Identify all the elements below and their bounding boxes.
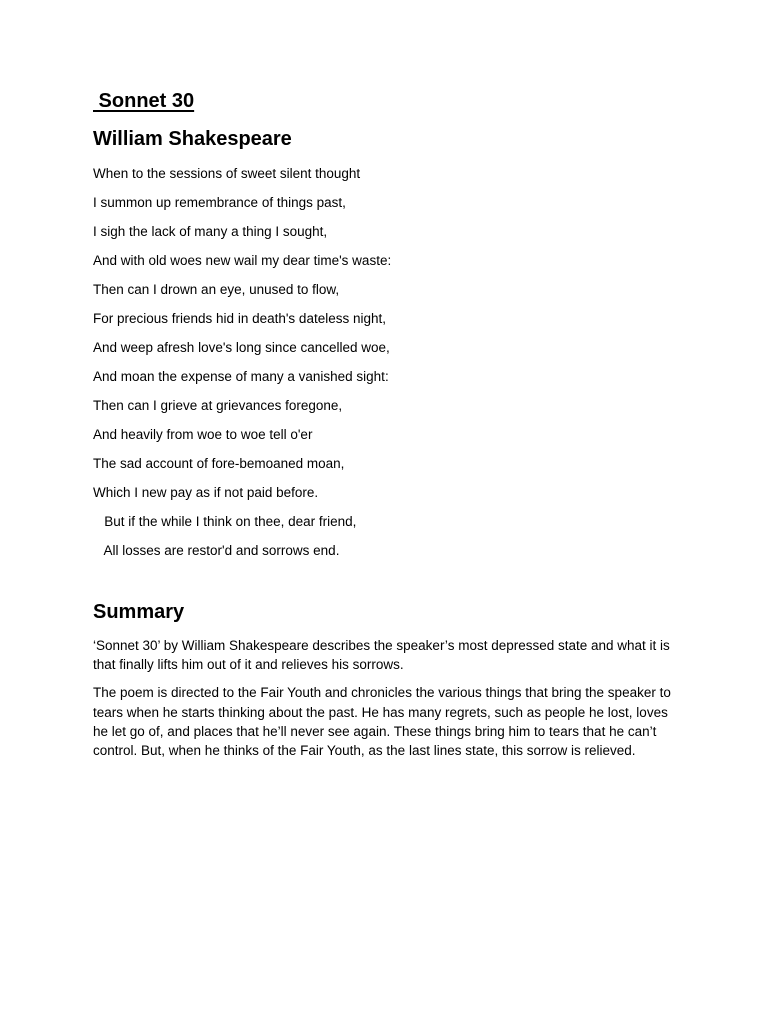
poem-body (93, 164, 693, 570)
poem-line: The sad account of fore-bemoaned moan, (93, 456, 345, 471)
summary-paragraph: ‘Sonnet 30’ by William Shakespeare describes the speaker’s most depressed state and what it is that finally lifts him out of it and relieves his sorrows. (93, 638, 670, 673)
summary-heading: Summary (93, 601, 185, 623)
poem-title: Sonnet 30 (93, 90, 195, 112)
summary-body (93, 636, 677, 769)
poem-line: I summon up remembrance of things past, (93, 195, 346, 210)
poem-line: I sigh the lack of many a thing I sought, (93, 224, 328, 239)
poem-line-couplet: All losses are restor'd and sorrows end. (93, 543, 340, 558)
poem-line: And weep afresh love's long since cancelled woe, (93, 340, 390, 355)
poem-author: William Shakespeare (93, 128, 292, 150)
poem-line-couplet: But if the while I think on thee, dear friend, (93, 514, 357, 529)
poem-line: When to the sessions of sweet silent thought (93, 166, 361, 181)
poem-line: Which I new pay as if not paid before. (93, 485, 319, 500)
poem-line: Then can I grieve at grievances foregone, (93, 398, 343, 413)
poem-line: And with old woes new wail my dear time's waste: (93, 253, 392, 268)
poem-line: Then can I drown an eye, unused to flow, (93, 282, 340, 297)
poem-line: And heavily from woe to woe tell o'er (93, 427, 313, 442)
poem-line: And moan the expense of many a vanished sight: (93, 369, 389, 384)
summary-paragraph: The poem is directed to the Fair Youth and chronicles the various things that bring the speaker to tears when he starts thinking about the past. He has many regrets, such as people he lost, loves he let go of, and places that he’ll never see again. These things bring him to tears that he can’t control. But, when he thinks of the Fair Youth, as the last lines state, this sorrow is relieved. (93, 685, 671, 759)
poem-line: For precious friends hid in death's dateless night, (93, 311, 386, 326)
